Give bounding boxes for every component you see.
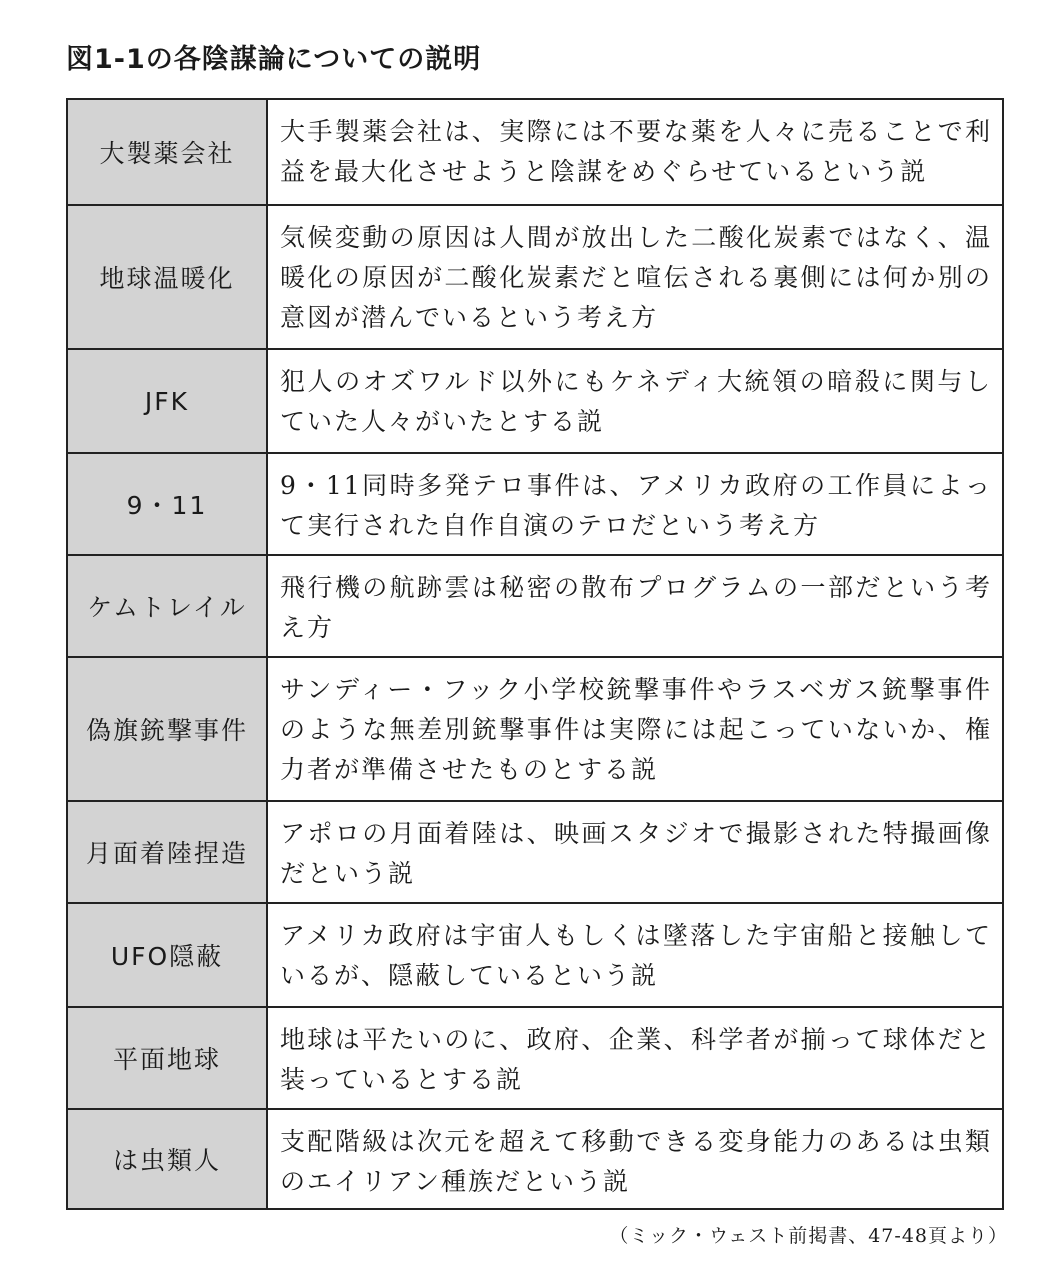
term-cell: 平面地球	[68, 1008, 268, 1108]
table-row	[68, 802, 1002, 904]
table-row	[68, 904, 1002, 1008]
table-row	[68, 454, 1002, 556]
table-row	[68, 206, 1002, 350]
description-cell: 9・11同時多発テロ事件は、アメリカ政府の工作員によって実行された自作自演のテロだという考え方	[280, 471, 992, 540]
figure-title: 図1-1の各陰謀論についての説明	[66, 44, 482, 75]
table-row	[68, 556, 1002, 658]
term-cell: JFK	[68, 350, 268, 452]
description-cell: 犯人のオズワルド以外にもケネディ大統領の暗殺に関与していた人々がいたとする説	[280, 367, 992, 436]
table-row	[68, 1008, 1002, 1110]
description-cell: 気候変動の原因は人間が放出した二酸化炭素ではなく、温暖化の原因が二酸化炭素だと喧伝される裏側には何か別の意図が潜んでいるという考え方	[280, 223, 992, 332]
description-cell: アポロの月面着陸は、映画スタジオで撮影された特撮画像だという説	[280, 819, 992, 888]
term-cell: UFO隠蔽	[68, 904, 268, 1006]
conspiracy-table	[66, 98, 1004, 1210]
term-cell: 偽旗銃撃事件	[68, 658, 268, 800]
table-row	[68, 658, 1002, 802]
table-row	[68, 1110, 1002, 1208]
description-cell: 地球は平たいのに、政府、企業、科学者が揃って球体だと装っているとする説	[280, 1025, 992, 1094]
term-cell: 大製薬会社	[68, 100, 268, 204]
term-cell: 9・11	[68, 454, 268, 554]
description-cell: 支配階級は次元を超えて移動できる変身能力のあるは虫類のエイリアン種族だという説	[280, 1127, 992, 1196]
description-cell: 飛行機の航跡雲は秘密の散布プログラムの一部だという考え方	[280, 573, 992, 642]
description-cell: サンディー・フック小学校銃撃事件やラスベガス銃撃事件のような無差別銃撃事件は実際には起こっていないか、権力者が準備させたものとする説	[280, 675, 992, 784]
term-cell: ケムトレイル	[68, 556, 268, 656]
description-cell: 大手製薬会社は、実際には不要な薬を人々に売ることで利益を最大化させようと陰謀をめぐらせているという説	[280, 117, 992, 186]
table-row	[68, 100, 1002, 206]
term-cell: 月面着陸捏造	[68, 802, 268, 902]
term-cell: は虫類人	[68, 1110, 268, 1208]
description-cell: アメリカ政府は宇宙人もしくは墜落した宇宙船と接触しているが、隠蔽しているという説	[280, 921, 992, 990]
term-cell: 地球温暖化	[68, 206, 268, 348]
source-note: （ミック・ウェスト前掲書、47-48頁より）	[609, 1225, 1008, 1247]
table-row	[68, 350, 1002, 454]
